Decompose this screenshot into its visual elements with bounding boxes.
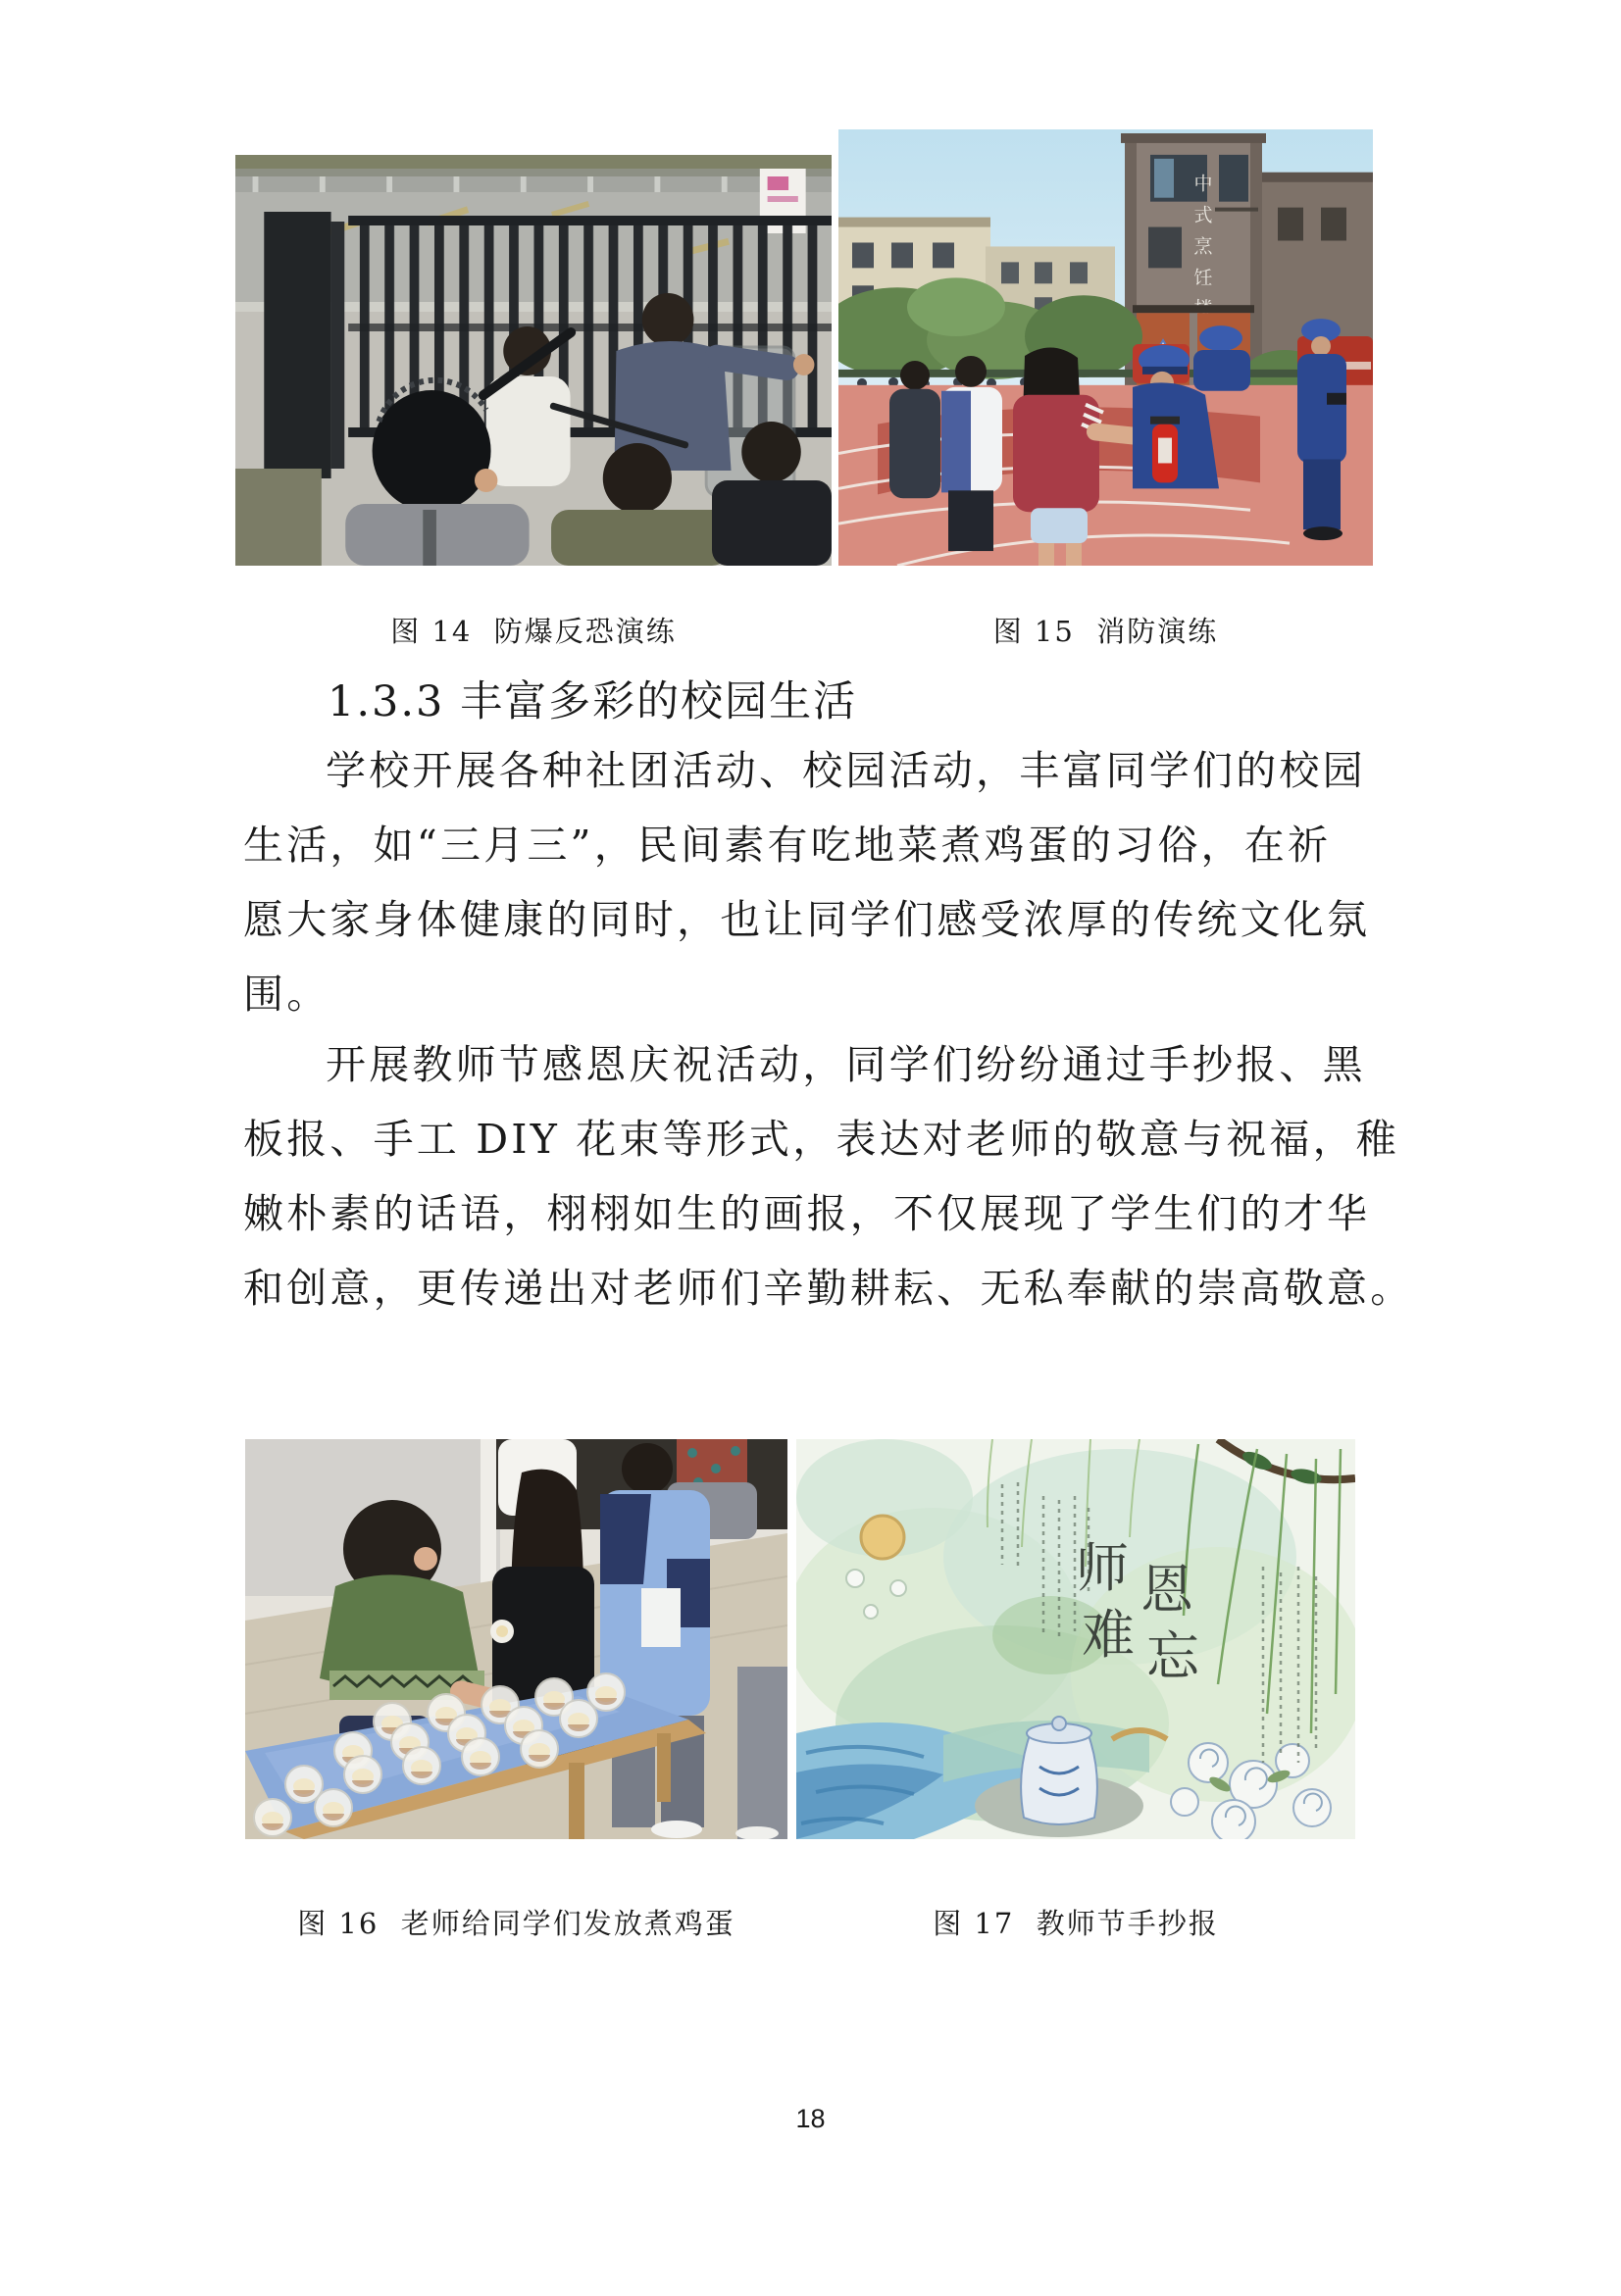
- paragraph2-line4: 和创意，更传递出对老师们辛勤耕耘、无私奉献的崇高敬意。: [243, 1265, 1414, 1312]
- svg-text:忘: 忘: [1146, 1625, 1199, 1687]
- figure-16-caption: 图 16 老师给同学们发放煮鸡蛋: [297, 1907, 735, 1940]
- figure-14-caption: 图 14 防爆反恐演练: [390, 615, 677, 648]
- page-number: 18: [795, 2104, 826, 2133]
- trainee-gray-shirt: [345, 504, 529, 566]
- paragraph1-line3: 愿大家身体健康的同时，也让同学们感受浓厚的传统文化氛: [243, 896, 1371, 943]
- student-white-shirt: [486, 376, 571, 486]
- golden-moon: [861, 1516, 904, 1559]
- svg-text:恩: 恩: [1140, 1559, 1193, 1621]
- paragraph1-line2: 生活，如“三月三”，民间素有吃地菜煮鸡蛋的习俗，在祈: [243, 822, 1332, 869]
- figure-17-caption: 图 17 教师节手抄报: [933, 1907, 1219, 1940]
- figure-15-caption: 图 15 消防演练: [992, 615, 1219, 648]
- egg-distribution-illustration: [245, 1439, 787, 1839]
- anti-terror-drill-illustration: [235, 155, 832, 566]
- svg-text:烹: 烹: [1193, 235, 1213, 258]
- paragraph1-line1: 学校开展各种社团活动、校园活动，丰富同学们的校园: [326, 747, 1366, 794]
- fire-drill-illustration: [838, 129, 1373, 566]
- paragraph2-line1: 开展教师节感恩庆祝活动，同学们纷纷通过手抄报、黑: [326, 1041, 1366, 1088]
- student-olive-shirt: [551, 510, 730, 566]
- svg-text:式: 式: [1193, 204, 1213, 226]
- black-helmet: [373, 390, 491, 512]
- paragraph1-line4: 围。: [243, 971, 330, 1018]
- paragraph2-line2: 板报、手工 DIY 花束等形式，表达对老师的敬意与祝福，稚: [243, 1116, 1399, 1163]
- watercolor-poster-illustration: [796, 1439, 1355, 1839]
- svg-text:中: 中: [1193, 173, 1213, 195]
- figure-15-photo: [838, 129, 1373, 566]
- maroon-tee: [1013, 395, 1099, 512]
- figure-14-photo: [235, 155, 832, 566]
- paragraph2-line3: 嫩朴素的话语，栩栩如生的画报，不仅展现了学生们的才华: [243, 1190, 1371, 1237]
- svg-text:难: 难: [1082, 1604, 1135, 1666]
- section-heading: 1.3.3 丰富多彩的校园生活: [328, 677, 858, 726]
- svg-text:饪: 饪: [1193, 267, 1213, 289]
- figure-16-photo: [245, 1439, 787, 1839]
- figure-17-photo: [796, 1439, 1355, 1839]
- student-black-jacket: [712, 480, 832, 566]
- svg-text:师: 师: [1076, 1537, 1129, 1599]
